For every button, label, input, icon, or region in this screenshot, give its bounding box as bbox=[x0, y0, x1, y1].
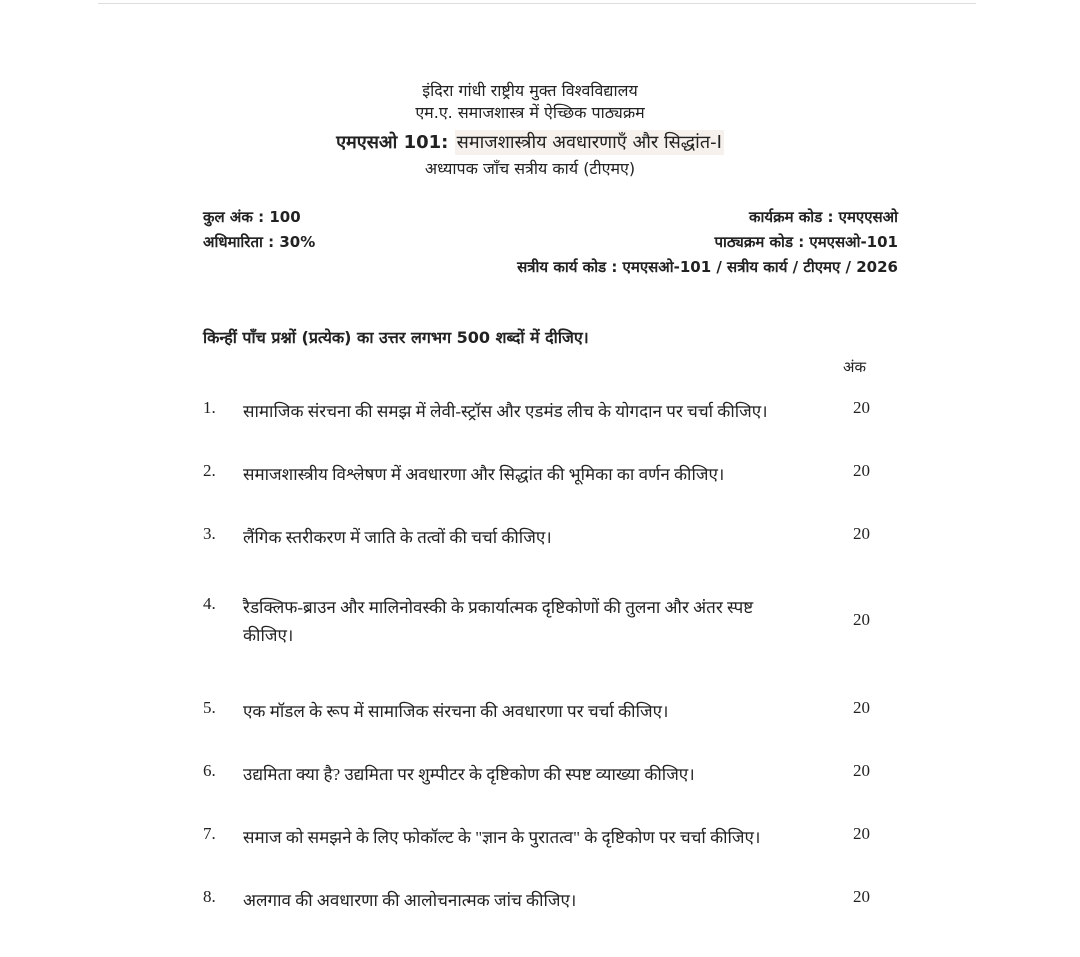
question-text: एक मॉडल के रूप में सामाजिक संरचना की अवधारणा पर चर्चा कीजिए। bbox=[243, 702, 669, 721]
question-text: अलगाव की अवधारणा की आलोचनात्मक जांच कीजिए। bbox=[243, 891, 577, 910]
question-number: 4. bbox=[203, 594, 216, 613]
question-text: रैडक्लिफ-ब्राउन और मालिनोवस्की के प्रकार्यात्मक दृष्टिकोणों की तुलना और अंतर स्पष्ट कीजिए। bbox=[243, 598, 754, 645]
total-marks: कुल अंक : 100 bbox=[203, 208, 301, 226]
question-text: उद्यमिता क्या है? उद्यमिता पर शुम्पीटर के दृष्टिकोण की स्पष्ट व्याख्या कीजिए। bbox=[243, 765, 695, 784]
question-number: 5. bbox=[203, 698, 216, 717]
question-marks: 20 bbox=[853, 461, 870, 480]
question-number: 8. bbox=[203, 887, 216, 906]
marks-header: अंक bbox=[843, 358, 866, 376]
instruction: किन्हीं पाँच प्रश्नों (प्रत्येक) का उत्तर लगभग 500 शब्दों में दीजिए। bbox=[203, 328, 589, 347]
course-title-line bbox=[200, 130, 860, 154]
question-marks: 20 bbox=[853, 761, 870, 780]
question-number: 6. bbox=[203, 761, 216, 780]
question-marks: 20 bbox=[853, 887, 870, 906]
question-marks: 20 bbox=[853, 824, 870, 843]
question-text: समाजशास्त्रीय विश्लेषण में अवधारणा और सिद्धांत की भूमिका का वर्णन कीजिए। bbox=[243, 465, 725, 484]
programme-name: एम.ए. समाजशास्त्र में ऐच्छिक पाठ्यक्रम bbox=[415, 103, 645, 122]
question-marks: 20 bbox=[853, 610, 870, 629]
weightage: अधिमारिता : 30% bbox=[203, 233, 316, 251]
course-title: समाजशास्त्रीय अवधारणाएँ और सिद्धांत-I bbox=[456, 132, 722, 153]
question-text: सामाजिक संरचना की समझ में लेवी-स्ट्रॉस और एडमंड लीच के योगदान पर चर्चा कीजिए। bbox=[243, 402, 768, 421]
programme-code: कार्यक्रम कोड : एमएएसओ bbox=[748, 208, 898, 226]
question-number: 1. bbox=[203, 398, 216, 417]
question-text: समाज को समझने के लिए फोकॉल्ट के "ज्ञान के पुरातत्व" के दृष्टिकोण पर चर्चा कीजिए। bbox=[243, 828, 761, 847]
question-number: 2. bbox=[203, 461, 216, 480]
university-name: इंदिरा गांधी राष्ट्रीय मुक्त विश्वविद्यालय bbox=[422, 81, 638, 100]
course-code-meta: पाठ्यक्रम कोड : एमएसओ-101 bbox=[714, 233, 898, 251]
question-marks: 20 bbox=[853, 398, 870, 417]
page-top-border bbox=[98, 3, 976, 4]
question-number: 7. bbox=[203, 824, 216, 843]
assignment-type: अध्यापक जाँच सत्रीय कार्य (टीएमए) bbox=[424, 159, 636, 178]
assignment-code: सत्रीय कार्य कोड : एमएसओ-101 / सत्रीय कार्य / टीएमए / 2026 bbox=[517, 258, 898, 276]
question-marks: 20 bbox=[853, 524, 870, 543]
question-number: 3. bbox=[203, 524, 216, 543]
question-marks: 20 bbox=[853, 698, 870, 717]
question-text: लैंगिक स्तरीकरण में जाति के तत्वों की चर्चा कीजिए। bbox=[243, 528, 552, 547]
course-code: एमएसओ 101: bbox=[336, 132, 449, 153]
